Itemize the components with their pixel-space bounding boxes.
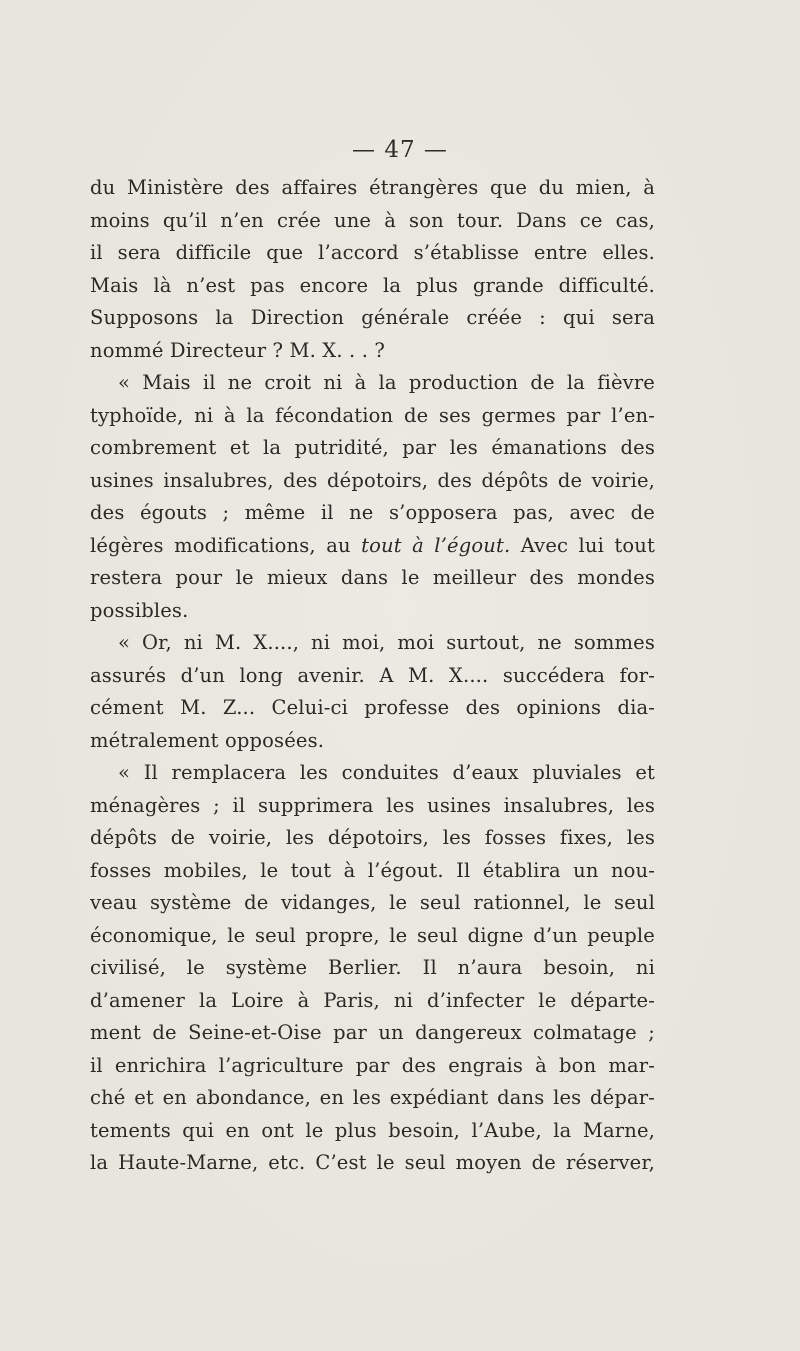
text-line: veau système de vidanges, le seul rationnel, le seul <box>90 891 655 914</box>
text-line: il sera difficile que l’accord s’établisse entre elles. <box>90 241 655 264</box>
text-line: restera pour le mieux dans le meilleur des mondes <box>90 566 655 589</box>
text-line-with-italic <box>90 530 655 563</box>
text-line: assurés d’un long avenir. A M. X.... succédera for- <box>90 663 655 687</box>
text-segment: Avec lui tout <box>510 533 655 557</box>
text-line: « Or, ni M. X...., ni moi, moi surtout, ne sommes <box>118 631 655 654</box>
text-line: cément M. Z... Celui-ci professe des opinions dia- <box>90 696 655 719</box>
text-line: la Haute-Marne, etc. C’est le seul moyen de réserver, <box>90 1151 655 1174</box>
text-line: dépôts de voirie, les dépotoirs, les fosses fixes, les <box>90 826 655 849</box>
text-line: ment de Seine-et-Oise par un dangereux colmatage ; <box>90 1021 655 1044</box>
text-line: ménagères ; il supprimera les usines insalubres, les <box>90 793 655 817</box>
text-line: combrement et la putridité, par les émanations des <box>90 436 655 459</box>
text-line: moins qu’il n’en crée une à son tour. Dans ce cas, <box>90 208 655 232</box>
text-line: usines insalubres, des dépotoirs, des dépôts de voirie, <box>90 468 655 492</box>
text-line: des égouts ; même il ne s’opposera pas, avec de <box>90 501 655 524</box>
text-line: économique, le seul propre, le seul digne d’un peuple <box>90 923 655 947</box>
text-line: Supposons la Direction générale créée : qui sera <box>90 306 655 329</box>
text-line: nommé Directeur ? M. X. . . ? <box>90 338 386 362</box>
text-line: d’amener la Loire à Paris, ni d’infecter le départe- <box>90 988 655 1012</box>
text-line: fosses mobiles, le tout à l’égout. Il établira un nou- <box>90 858 655 882</box>
body-text <box>90 172 655 1180</box>
text-line: métralement opposées. <box>90 728 325 752</box>
text-line: possibles. <box>90 598 189 622</box>
page-number: — 47 — <box>352 137 448 163</box>
text-line: civilisé, le système Berlier. Il n’aura besoin, ni <box>90 956 655 979</box>
text-line: ché et en abondance, en les expédiant dans les dépar- <box>90 1086 655 1109</box>
text-line: tements qui en ont le plus besoin, l’Aube, la Marne, <box>90 1118 655 1142</box>
text-line: « Mais il ne croit ni à la production de la fièvre <box>118 371 655 394</box>
italic-phrase: tout à l’égout. <box>361 533 511 557</box>
text-line: typhoïde, ni à la fécondation de ses germes par l’en- <box>90 403 655 427</box>
text-line: il enrichira l’agriculture par des engrais à bon mar- <box>90 1053 655 1077</box>
text-line: Mais là n’est pas encore la plus grande difficulté. <box>90 273 655 297</box>
text-segment: légères modifications, au <box>90 533 362 557</box>
text-line: « Il remplacera les conduites d’eaux pluviales et <box>118 761 655 784</box>
text-line: du Ministère des affaires étrangères que du mien, à <box>90 176 655 199</box>
